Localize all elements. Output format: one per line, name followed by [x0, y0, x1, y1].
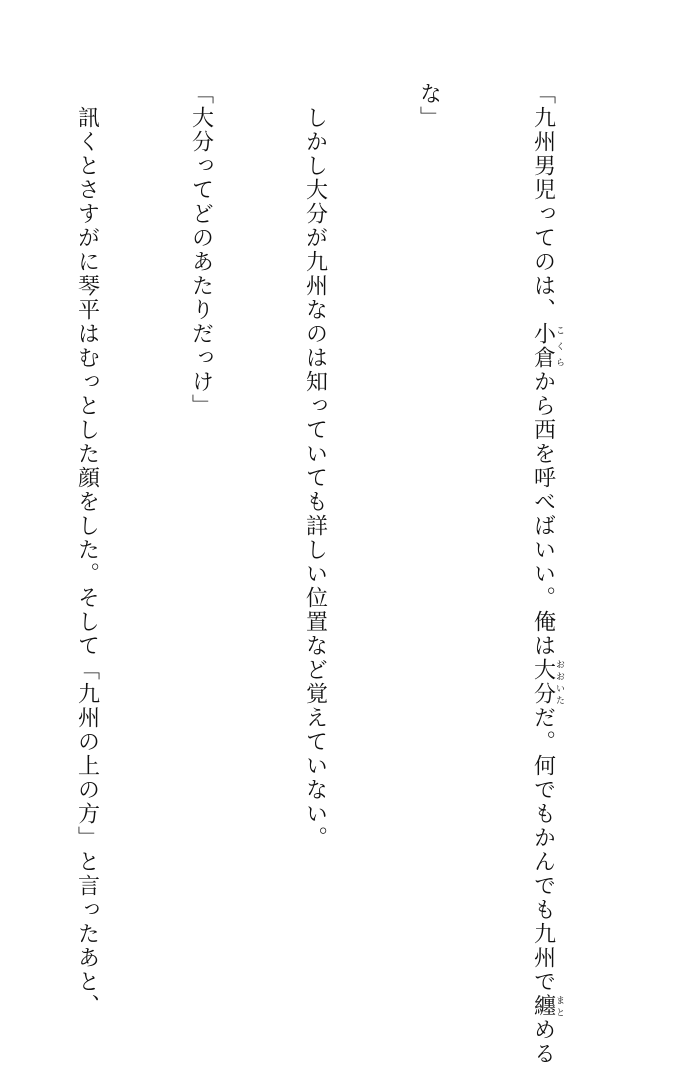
ruby-oita	[530, 658, 564, 706]
ruby-matome	[530, 994, 564, 1018]
text-run: 「九州男児ってのは、	[530, 82, 556, 322]
text-line-4: 「大分ってどのあたりだっけ」	[188, 82, 214, 418]
vertical-text-body	[0, 82, 640, 1066]
text-run: から西を呼べばいい。俺は	[530, 370, 556, 658]
ruby-reading: こくら	[554, 322, 564, 370]
text-line-2: な」	[416, 82, 442, 130]
text-line-5: 訊くとさすがに琴平はむっとした顔をした。そして「九州の上の方」と言ったあと、	[74, 82, 100, 1018]
ruby-reading: おおいた	[554, 658, 564, 706]
text-run: だ。何でもかんでも九州で	[530, 706, 556, 994]
ruby-base: 纏	[530, 994, 556, 1018]
text-run: める	[530, 1018, 556, 1066]
text-line-1	[524, 82, 565, 1066]
ruby-base: 大分	[530, 658, 556, 706]
ruby-kokura	[530, 322, 564, 370]
text-line-3: しかし大分が九州なのは知っていても詳しい位置など覚えていない。	[302, 82, 328, 850]
ruby-reading: まと	[554, 994, 564, 1018]
ruby-base: 小倉	[530, 322, 556, 370]
